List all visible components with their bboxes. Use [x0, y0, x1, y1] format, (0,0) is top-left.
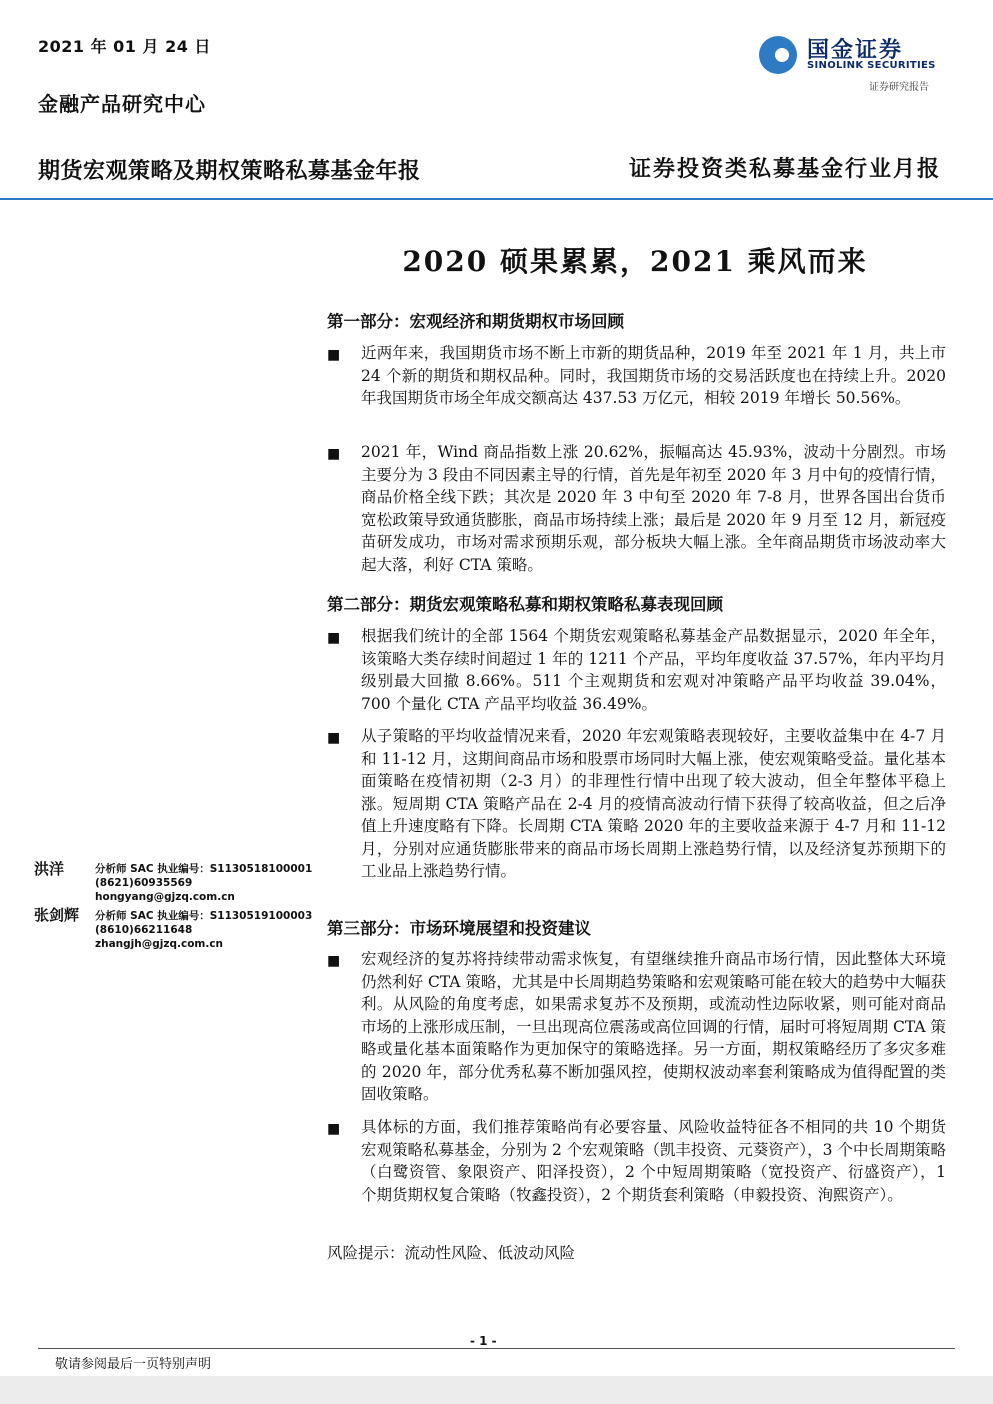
section-title: 第三部分：市场环境展望和投资建议: [327, 919, 591, 938]
footer-disclaimer: 敬请参阅最后一页特别声明: [55, 1357, 212, 1372]
header-divider: [0, 198, 993, 200]
bullet-square-icon: ■: [327, 953, 341, 969]
logo-name-cn: 国金证券: [807, 38, 904, 63]
bullet-square-icon: ■: [327, 446, 341, 462]
section-title: 第二部分：期货宏观策略私募和期权策略私募表现回顾: [327, 595, 723, 614]
paragraph: 2021 年，Wind 商品指数上涨 20.62%，振幅高达 45.93%，波动十分剧烈。市场主要分为 3 段由不同因素主导的行情，首先是年初至 2020 年 3 月中旬的疫情行情，商品价格全线下跌；其次是 2020 年 3 中旬至 2020 年 7-8 月，世界各国出台货币宽松政策导致通货膨胀，商品市场持续上涨；最后是 2020 年 9 月至 12 月，新冠疫苗研发成功，市场对需求预期乐观，部分板块大幅上涨。全年商品期货市场波动率大起大落，利好 CTA 策略。: [361, 443, 946, 574]
section-title: 第一部分：宏观经济和期货期权市场回顾: [327, 312, 624, 331]
analyst-name: 洪洋: [34, 860, 65, 878]
company-logo: [757, 32, 947, 102]
report-title: 期货宏观策略及期权策略私募基金年报: [38, 159, 421, 184]
page-number: - 1 -: [470, 1334, 497, 1348]
analyst-phone: (8621)60935569: [95, 877, 193, 889]
analyst-license: 分析师 SAC 执业编号：S1130518100001: [95, 863, 313, 875]
paragraph: 宏观经济的复苏将持续带动需求恢复，有望继续推升商品市场行情，因此整体大环境仍然利好 CTA 策略，尤其是中长周期趋势策略和宏观策略可能在较大的趋势中大幅获利。从风险的角度考虑，如果需求复苏不及预期，或流动性边际收紧，则可能对商品市场的上涨形成压制，一旦出现高位震荡或高位回调的行情，届时可将短周期 CTA 策略或量化基本面策略作为更加保守的策略选择。另一方面，期权策略经历了多灾多难的 2020 年，部分优秀私募不断加强风控，使期权波动率套利策略成为值得配置的类固收策略。: [361, 950, 946, 1103]
page-bottom-bar: [0, 1376, 993, 1404]
logo-name-en: SINOLINK SECURITIES: [807, 60, 936, 71]
paragraph: 具体标的方面，我们推荐策略尚有必要容量、风险收益特征各不相同的共 10 个期货宏观策略私募基金，分别为 2 个宏观策略（凯丰投资、元葵资产），3 个中长周期策略（白鹭资管、象限资产、阳泽投资），2 个中短周期策略（宽投资产、衍盛资产），1 个期货期权复合策略（牧鑫投资），2 个期货套利策略（申毅投资、洵熙资产）。: [361, 1118, 946, 1204]
analyst-name: 张剑辉: [34, 906, 80, 924]
bullet-square-icon: ■: [327, 730, 341, 746]
report-type: 证券投资类私募基金行业月报: [628, 156, 941, 182]
department-name: 金融产品研究中心: [38, 92, 206, 116]
paragraph: 根据我们统计的全部 1564 个期货宏观策略私募基金产品数据显示，2020 年全年，该策略大类存续时间超过 1 年的 1211 个产品，平均年度收益 37.57%，年内平均月级别最大回撤 8.66%。511 个主观期货和宏观对冲策略产品平均收益 39.04%，700 个量化 CTA 产品平均收益 36.49%。: [361, 627, 946, 713]
analyst-email[interactable]: hongyang@gjzq.com.cn: [95, 891, 235, 903]
bullet-square-icon: ■: [327, 347, 341, 363]
bullet-square-icon: ■: [327, 630, 341, 646]
analyst-license: 分析师 SAC 执业编号：S1130519100003: [95, 910, 313, 922]
footer-divider: [38, 1348, 955, 1349]
report-date: 2021 年 01 月 24 日: [38, 37, 211, 56]
risk-notice: 风险提示：流动性风险、低波动风险: [327, 1244, 576, 1262]
analyst-phone: (8610)66211648: [95, 924, 193, 936]
page-headline: 2020 硕果累累，2021 乘风而来: [402, 245, 868, 278]
logo-mark-icon: [757, 34, 799, 76]
logo-subtitle: 证券研究报告: [869, 82, 929, 93]
paragraph: 从子策略的平均收益情况来看，2020 年宏观策略表现较好，主要收益集中在 4-7 月和 11-12 月，这期间商品市场和股票市场同时大幅上涨，使宏观策略受益。量化基本面策略在疫情初期（2-3 月）的非理性行情中出现了较大波动，但全年整体平稳上涨。短周期 CTA 策略产品在 2-4 月的疫情高波动行情下获得了较高收益，但之后净值上升速度略有下降。长周期 CTA 策略 2020 年的主要收益来源于 4-7 月和 11-12 月，分别对应通货膨胀带来的商品市场长周期上涨趋势行情，以及经济复苏预期下的工业品上涨趋势行情。: [361, 727, 946, 880]
bullet-square-icon: ■: [327, 1121, 341, 1137]
paragraph: 近两年来，我国期货市场不断上市新的期货品种，2019 年至 2021 年 1 月，共上市 24 个新的期货和期权品种。同时，我国期货市场的交易活跃度也在持续上升。2020 年我国期货市场全年成交额高达 437.53 万亿元，相较 2019 年增长 50.56%。: [361, 344, 946, 407]
analyst-email[interactable]: zhangjh@gjzq.com.cn: [95, 938, 224, 950]
